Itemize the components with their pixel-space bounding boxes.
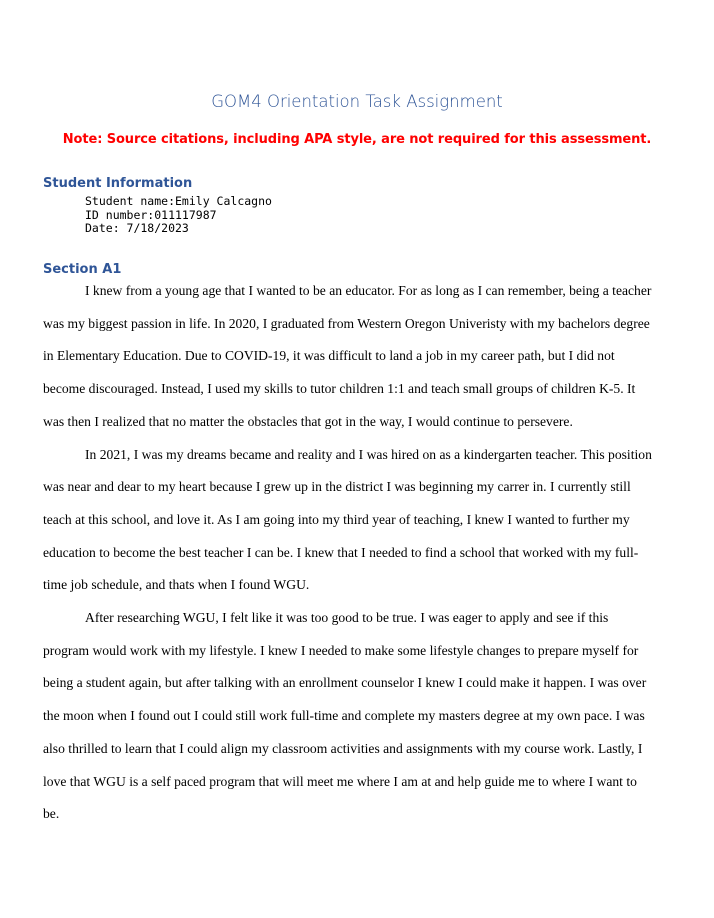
text-line: love that WGU is a self paced program that will meet me where I am at and help guide me to where I want to [43,773,637,789]
paragraph [43,439,676,603]
text-line: become discouraged. Instead, I used my skills to tutor children 1:1 and teach small groups of children K-5. It [43,381,636,397]
text-line: was near and dear to my heart because I grew up in the district I was beginning my carrer in. I currently still [43,479,631,495]
document-title: GOM4 Orientation Task Assignment [211,92,503,111]
student-information-heading: Student Information [43,176,193,191]
text-line: time job schedule, and thats when I found WGU. [43,577,310,593]
assessment-note: Note: Source citations, including APA style, are not required for this assessment. [62,132,652,147]
text-line: being a student again, but after talking with an enrollment counselor I knew I could make it happen. I was over [43,675,647,691]
text-line: program would work with my lifestyle. I knew I needed to make some lifestyle changes to prepare myself for [43,642,639,658]
text-line: was my biggest passion in life. In 2020, I graduated from Western Oregon Univeristy with my bachelors degree [43,315,650,331]
text-line: After researching WGU, I felt like it was too good to be true. I was eager to apply and see if this [85,610,609,626]
text-line: was then I realized that no matter the obstacles that got in the way, I would continue to persevere. [43,413,573,429]
student-name-line: Student name:Emily Calcagno [85,194,272,208]
paragraph [43,602,676,831]
text-line: also thrilled to learn that I could align my classroom activities and assignments with my course work. Lastly, I [43,740,643,756]
student-id-line: ID number:011117987 [85,207,217,222]
text-line: education to become the best teacher I can be. I knew that I needed to find a school that worked with my full- [43,544,639,560]
text-line: In 2021, I was my dreams became and reality and I was hired on as a kindergarten teacher. This position [85,446,652,462]
text-line: the moon when I found out I could still work full-time and complete my masters degree at my own pace. I was [43,708,645,724]
text-line: be. [43,806,60,822]
student-information-block [85,195,272,236]
date-line: Date: 7/18/2023 [85,221,189,236]
paragraph [43,275,676,439]
section-a1-heading: Section A1 [43,262,122,277]
text-line: I knew from a young age that I wanted to be an educator. For as long as I can remember, being a teacher [85,283,652,298]
section-a1-body [43,275,676,831]
text-line: in Elementary Education. Due to COVID-19, it was difficult to land a job in my career path, but I did not [43,348,615,364]
text-line: teach at this school, and love it. As I am going into my third year of teaching, I knew I wanted to further my [43,511,630,527]
